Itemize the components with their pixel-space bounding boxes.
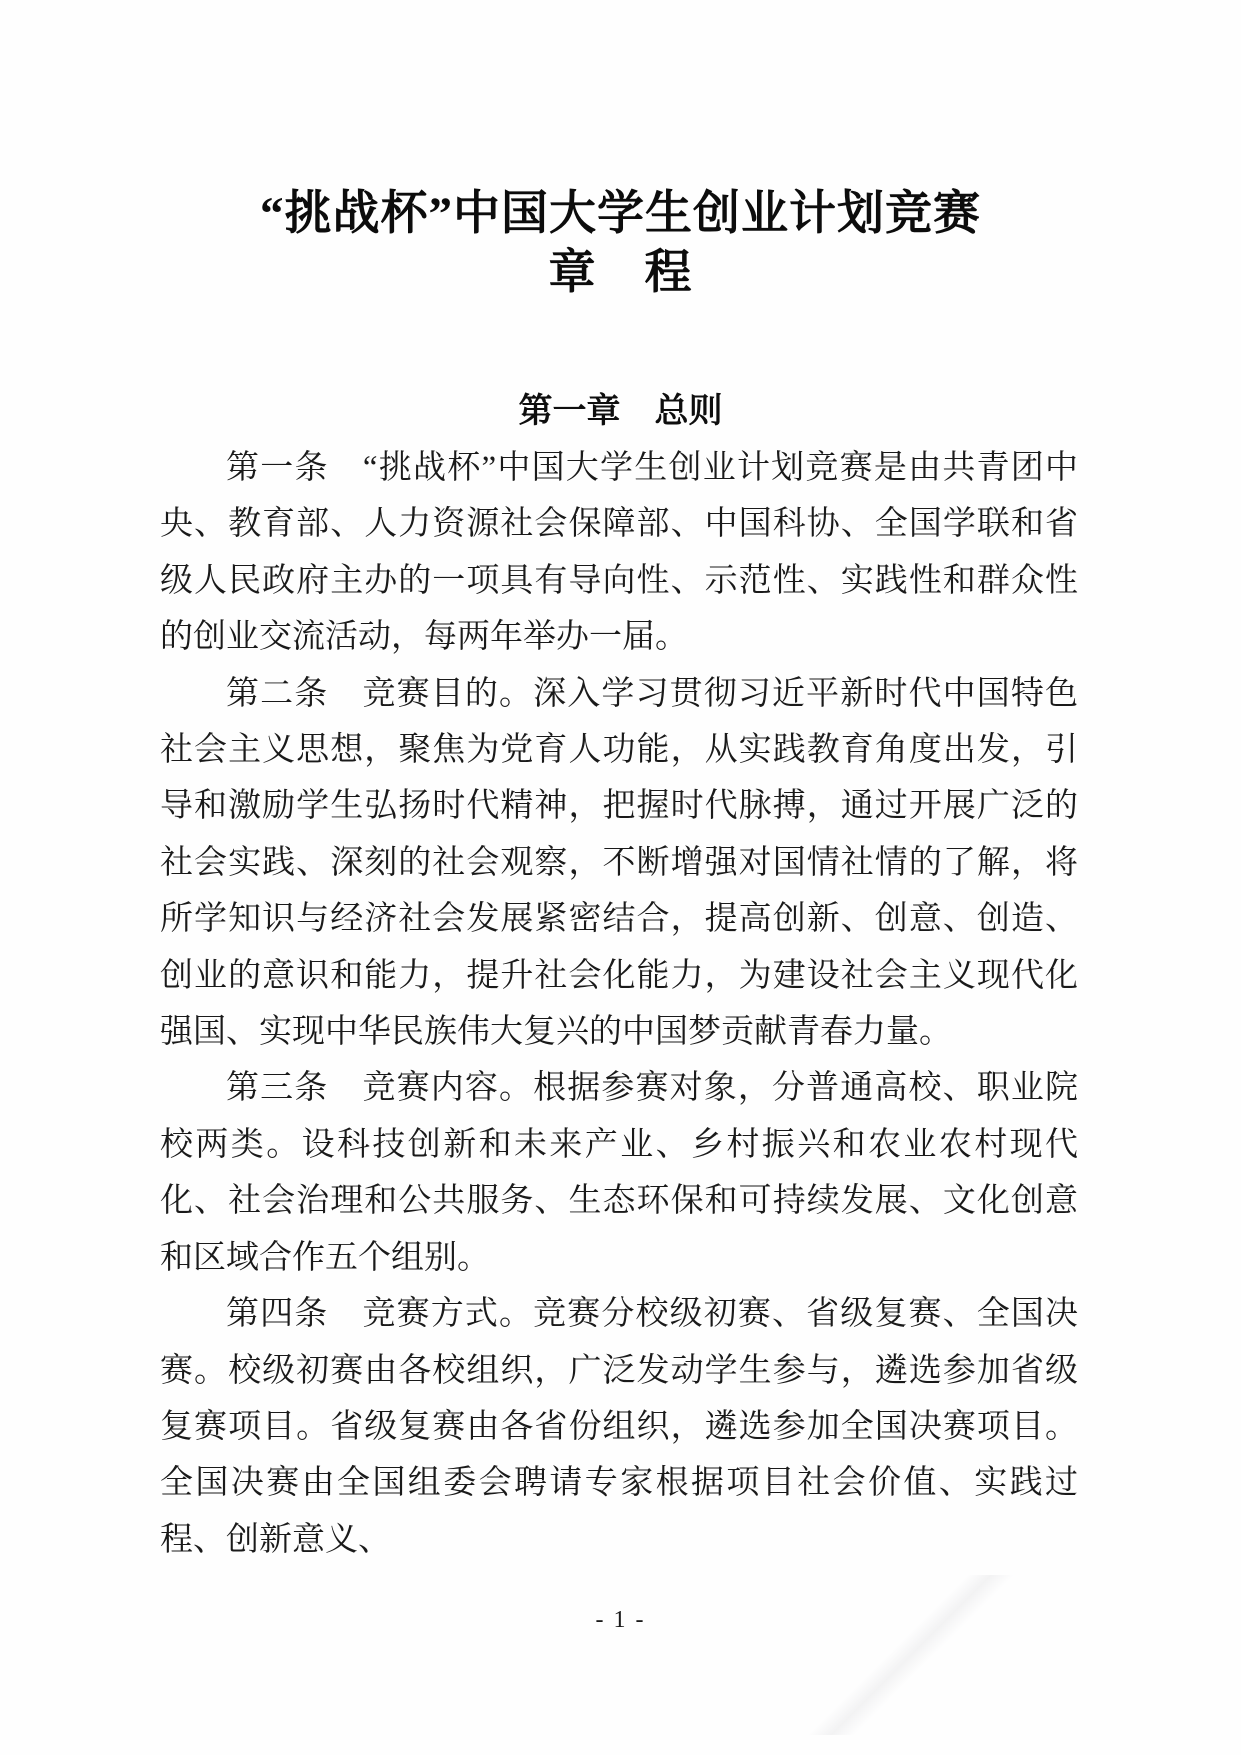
document-body: [160, 440, 1078, 1568]
article-1-paragraph: 第一条 “挑战杯”中国大学生创业计划竞赛是由共青团中央、教育部、人力资源社会保障部、中国科协、全国学联和省级人民政府主办的一项具有导向性、示范性、实践性和群众性的创业交流活动，每两年举办一届。: [160, 450, 1078, 656]
document-title-line2: 章 程: [548, 247, 693, 299]
chapter-heading: 第一章 总则: [518, 392, 723, 430]
document-title: [0, 185, 1241, 303]
article-2-paragraph: 第二条 竞赛目的。深入学习贯彻习近平新时代中国特色社会主义思想，聚焦为党育人功能，从实践教育角度出发，引导和激励学生弘扬时代精神，把握时代脉搏，通过开展广泛的社会实践、深刻的社会观察，不断增强对国情社情的了解，将所学知识与经济社会发展紧密结合，提高创新、创意、创造、创业的意识和能力，提升社会化能力，为建设社会主义现代化强国、实现中华民族伟大复兴的中国梦贡献青春力量。: [160, 675, 1078, 1051]
article-3-paragraph: 第三条 竞赛内容。根据参赛对象，分普通高校、职业院校两类。设科技创新和未来产业、乡村振兴和农业农村现代化、社会治理和公共服务、生态环保和可持续发展、文化创意和区域合作五个组别。: [160, 1070, 1078, 1276]
page-number: - 1 -: [595, 1607, 646, 1633]
document-title-line1: “挑战杯”中国大学生创业计划竞赛: [260, 188, 981, 240]
article-4-paragraph: 第四条 竞赛方式。竞赛分校级初赛、省级复赛、全国决赛。校级初赛由各校组织，广泛发动学生参与，遴选参加省级复赛项目。省级复赛由各省份组织，遴选参加全国决赛项目。全国决赛由全国组委会聘请专家根据项目社会价值、实践过程、创新意义、: [160, 1296, 1078, 1558]
